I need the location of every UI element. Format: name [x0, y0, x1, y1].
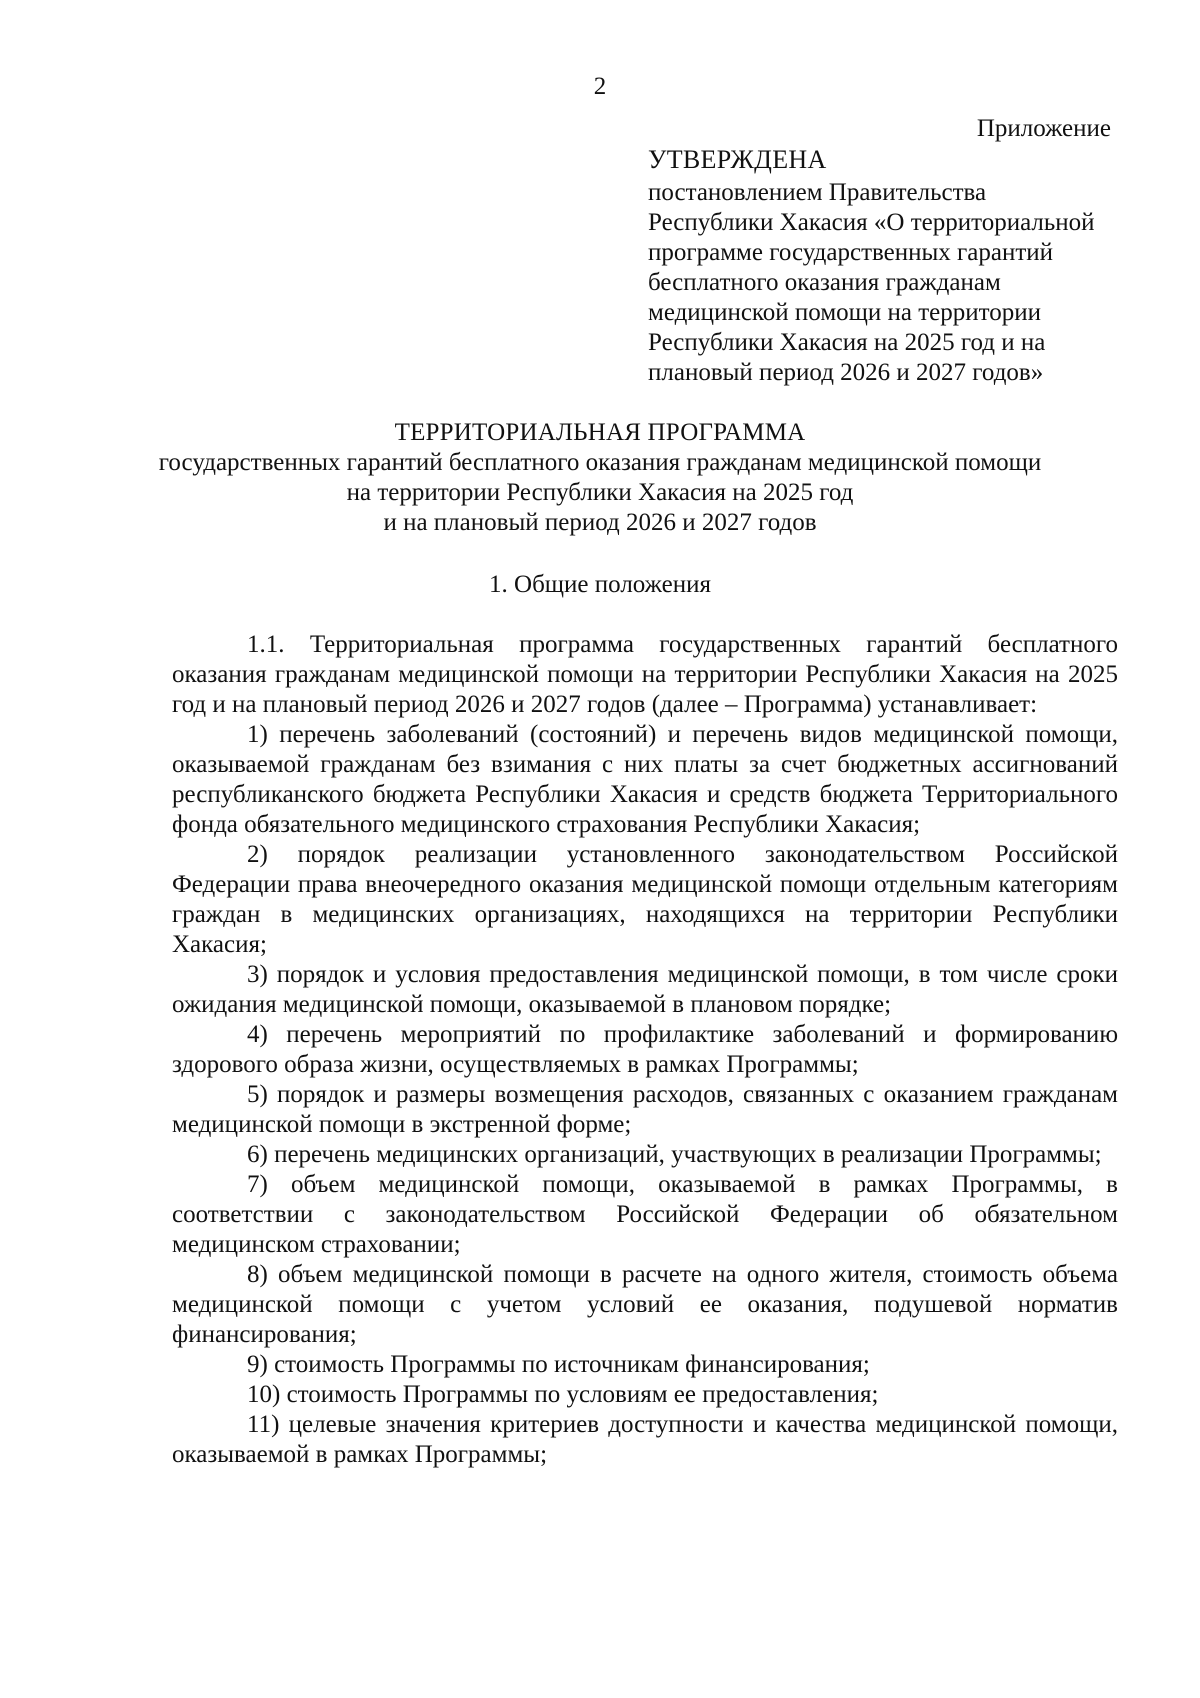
- paragraph: 1.1. Территориальная программа государственных гарантий бесплатного оказания гражданам медицинской помощи на территории Республики Хакасия на 2025 год и на плановый период 2026 и 2027 годов (далее – Программа) устанавливает:: [172, 631, 1118, 718]
- program-subtitle-line: и на плановый период 2026 и 2027 годов: [383, 509, 817, 536]
- list-item: 2) порядок реализации установленного законодательством Российской Федерации права внеочередного оказания медицинской помощи отдельным категориям граждан в медицинских организациях, находящихся на территории Республики Хакасия;: [172, 841, 1118, 958]
- page-number: 2: [593, 73, 607, 100]
- approval-line: медицинской помощи на территории: [648, 299, 1042, 326]
- program-title-block: [0, 418, 1200, 538]
- appendix-label: Приложение: [976, 115, 1111, 142]
- approval-heading: УТВЕРЖДЕНА: [648, 145, 827, 174]
- program-subtitle-line: государственных гарантий бесплатного оказания гражданам медицинской помощи: [158, 449, 1042, 476]
- list-item: 5) порядок и размеры возмещения расходов, связанных с оказанием гражданам медицинской помощи в экстренной форме;: [172, 1081, 1118, 1138]
- program-title: ТЕРРИТОРИАЛЬНАЯ ПРОГРАММА: [394, 419, 806, 446]
- approval-line: постановлением Правительства: [648, 179, 987, 206]
- list-item: 3) порядок и условия предоставления медицинской помощи, в том числе сроки ожидания медицинской помощи, оказываемой в плановом порядке;: [172, 961, 1118, 1018]
- list-item: 11) целевые значения критериев доступности и качества медицинской помощи, оказываемой в рамках Программы;: [172, 1411, 1118, 1468]
- approval-line: плановый период 2026 и 2027 годов»: [648, 359, 1044, 386]
- approval-line: бесплатного оказания гражданам: [648, 269, 1001, 296]
- list-item: 7) объем медицинской помощи, оказываемой в рамках Программы, в соответствии с законодательством Российской Федерации об обязательном медицинском страховании;: [172, 1171, 1118, 1258]
- list-item: 9) стоимость Программы по источникам финансирования;: [247, 1351, 870, 1378]
- section-body: [172, 630, 1118, 1470]
- program-subtitle-line: на территории Республики Хакасия на 2025 год: [346, 479, 854, 506]
- list-item: 8) объем медицинской помощи в расчете на одного жителя, стоимость объема медицинской помощи с учетом условий ее оказания, подушевой норматив финансирования;: [172, 1261, 1118, 1348]
- approval-line: Республики Хакасия «О территориальной: [648, 209, 1095, 236]
- section-heading: 1. Общие положения: [489, 571, 711, 598]
- list-item: 4) перечень мероприятий по профилактике заболеваний и формированию здорового образа жизни, осуществляемых в рамках Программы;: [172, 1021, 1118, 1078]
- list-item: 1) перечень заболеваний (состояний) и перечень видов медицинской помощи, оказываемой гражданам без взимания с них платы за счет бюджетных ассигнований республиканского бюджета Республики Хакасия и средств бюджета Территориального фонда обязательного медицинского страхования Республики Хакасия;: [172, 721, 1118, 838]
- approval-block: [648, 145, 1118, 388]
- list-item: 6) перечень медицинских организаций, участвующих в реализации Программы;: [247, 1141, 1102, 1168]
- approval-line: Республики Хакасия на 2025 год и на: [648, 329, 1046, 356]
- list-item: 10) стоимость Программы по условиям ее предоставления;: [247, 1381, 879, 1408]
- approval-line: программе государственных гарантий: [648, 239, 1054, 266]
